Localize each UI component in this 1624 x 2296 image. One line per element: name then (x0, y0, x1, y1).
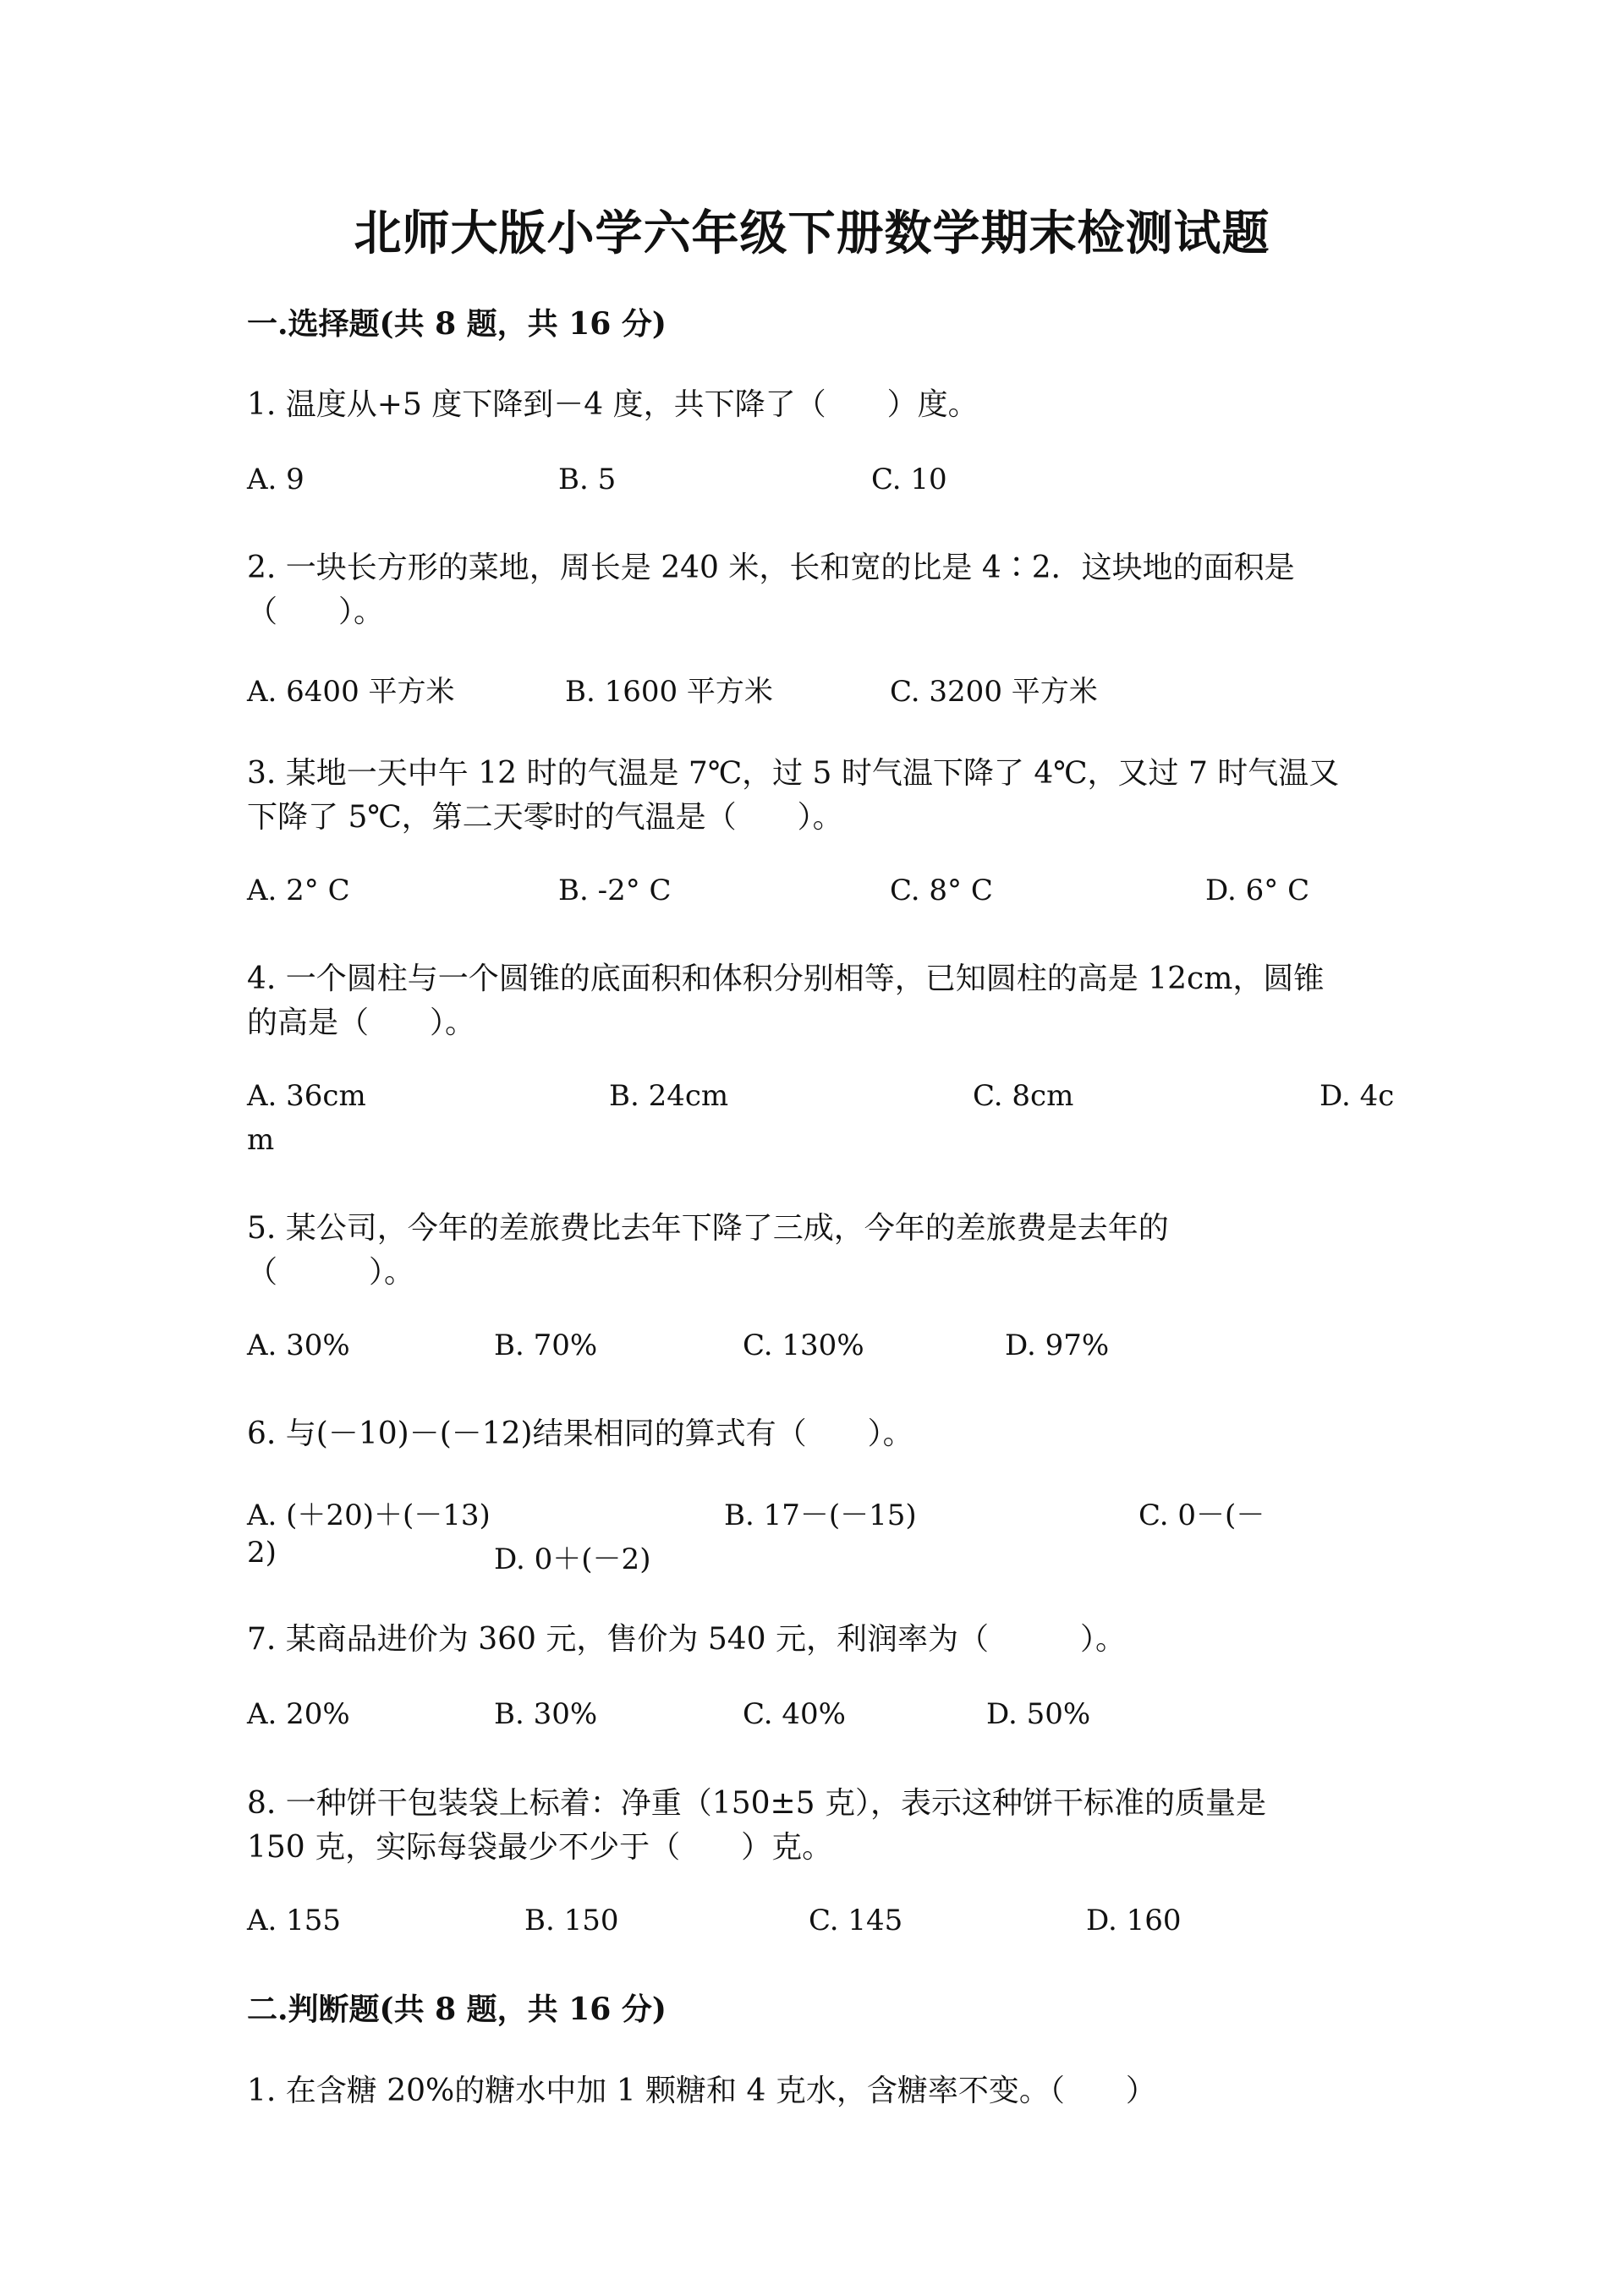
question-2-option-c: C. 3200 平方米 (890, 675, 1098, 709)
question-7-option-b: B. 30% (494, 1697, 598, 1731)
question-8-option-b: B. 150 (524, 1904, 619, 1937)
question-3-option-b: B. -2° C (558, 874, 672, 907)
question-4-text-line-2: 的高是（ ）。 (247, 1006, 476, 1040)
question-5-option-a: A. 30% (247, 1329, 350, 1362)
question-2-text-line-2: （ ）。 (247, 595, 385, 629)
question-6-option-c-wrap: 2) (247, 1536, 277, 1570)
question-8-text-line-1: 8. 一种饼干包装袋上标着：净重（150±5 克），表示这种饼干标准的质量是 (247, 1786, 1267, 1821)
question-1-option-c: C. 10 (871, 463, 947, 496)
question-4-text-line-1: 4. 一个圆柱与一个圆锥的底面积和体积分别相等，已知圆柱的高是 12cm，圆锥 (247, 962, 1325, 996)
section-heading-choice: 一.选择题(共 8 题，共 16 分) (247, 306, 667, 342)
question-4-option-c: C. 8cm (973, 1079, 1074, 1113)
question-4-option-a: A. 36cm (247, 1079, 366, 1113)
question-6-option-b: B. 17－(－15) (724, 1499, 917, 1532)
question-2-option-b: B. 1600 平方米 (565, 675, 773, 709)
question-3-text-line-2: 下降了 5℃，第二天零时的气温是（ ）。 (247, 800, 843, 835)
judgment-question-1-text: 1. 在含糖 20%的糖水中加 1 颗糖和 4 克水，含糖率不变。（ ） (247, 2074, 1156, 2108)
question-7-text: 7. 某商品进价为 360 元，售价为 540 元，利润率为（ ）。 (247, 1622, 1126, 1657)
question-8-text-line-2: 150 克，实际每袋最少不少于（ ）克。 (247, 1830, 833, 1865)
question-6-option-d: D. 0＋(－2) (494, 1543, 651, 1576)
question-8-option-c: C. 145 (809, 1904, 903, 1937)
question-1-option-b: B. 5 (558, 463, 617, 496)
question-4-option-b: B. 24cm (609, 1079, 729, 1113)
question-3-option-c: C. 8° C (890, 874, 993, 907)
question-5-option-c: C. 130% (743, 1329, 864, 1362)
question-1-text: 1. 温度从+5 度下降到－4 度，共下降了（ ）度。 (247, 387, 979, 422)
question-1-option-a: A. 9 (247, 463, 304, 496)
question-4-option-d-wrap: m (247, 1123, 275, 1157)
question-5-option-b: B. 70% (494, 1329, 598, 1362)
question-7-option-a: A. 20% (247, 1697, 350, 1731)
question-2-text-line-1: 2. 一块长方形的菜地，周长是 240 米，长和宽的比是 4∶2．这块地的面积是 (247, 551, 1295, 585)
question-6-option-c: C. 0－(－ (1138, 1499, 1265, 1532)
question-5-text-line-2: （ ）。 (247, 1255, 415, 1290)
question-6-text: 6. 与(－10)－(－12)结果相同的算式有（ ）。 (247, 1417, 914, 1451)
question-5-text-line-1: 5. 某公司，今年的差旅费比去年下降了三成，今年的差旅费是去年的 (247, 1211, 1169, 1246)
page-title: 北师大版小学六年级下册数学期末检测试题 (354, 205, 1270, 261)
question-8-option-d: D. 160 (1086, 1904, 1182, 1937)
question-7-option-c: C. 40% (743, 1697, 846, 1731)
question-7-option-d: D. 50% (986, 1697, 1091, 1731)
question-4-option-d: D. 4c (1320, 1079, 1395, 1113)
question-2-option-a: A. 6400 平方米 (247, 675, 455, 709)
question-8-option-a: A. 155 (247, 1904, 342, 1937)
question-3-option-d: D. 6° C (1205, 874, 1310, 907)
question-3-text-line-1: 3. 某地一天中午 12 时的气温是 7℃，过 5 时气温下降了 4℃，又过 7 时气温又 (247, 756, 1340, 791)
question-6-option-a: A. (＋20)＋(－13) (247, 1499, 491, 1532)
question-3-option-a: A. 2° C (247, 874, 350, 907)
section-heading-judgment: 二.判断题(共 8 题，共 16 分) (247, 1992, 667, 2027)
question-5-option-d: D. 97% (1005, 1329, 1110, 1362)
